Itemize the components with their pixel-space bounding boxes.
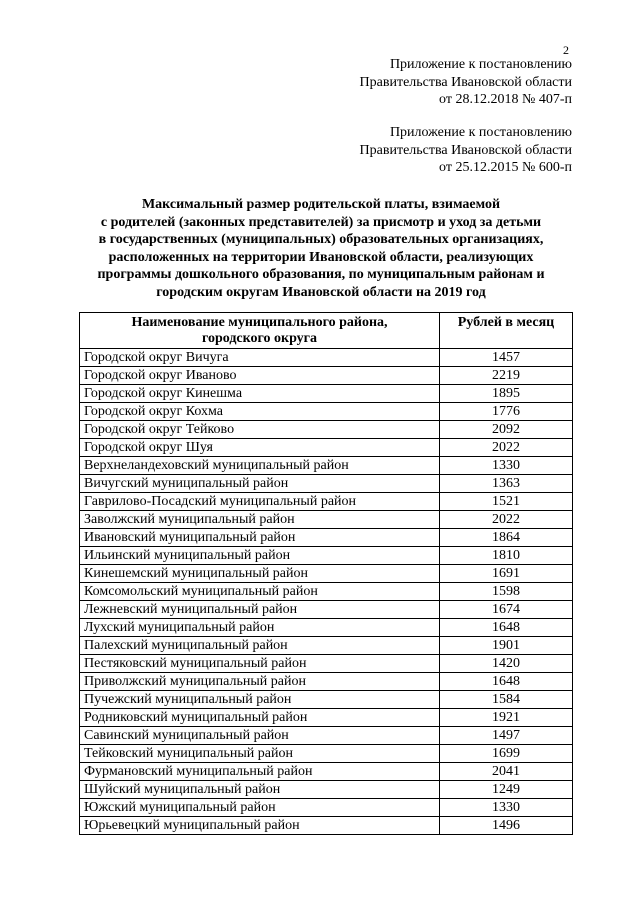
monthly-fee-value: 1864 — [440, 529, 573, 547]
table-row — [80, 637, 573, 655]
table-header-row — [80, 313, 573, 349]
table-row — [80, 601, 573, 619]
monthly-fee-value: 1363 — [440, 475, 573, 493]
table-row — [80, 727, 573, 745]
municipality-name: Верхнеландеховский муниципальный район — [80, 457, 440, 475]
table-row — [80, 493, 573, 511]
monthly-fee-value: 1584 — [440, 691, 573, 709]
table-row — [80, 475, 573, 493]
monthly-fee-value: 1674 — [440, 601, 573, 619]
municipality-name: Савинский муниципальный район — [80, 727, 440, 745]
municipality-name: Лежневский муниципальный район — [80, 601, 440, 619]
page-number: 2 — [563, 43, 569, 57]
table-row — [80, 763, 573, 781]
municipality-name: Ильинский муниципальный район — [80, 547, 440, 565]
municipality-name: Городской округ Кинешма — [80, 385, 440, 403]
municipality-name: Заволжский муниципальный район — [80, 511, 440, 529]
municipality-name: Шуйский муниципальный район — [80, 781, 440, 799]
appendix-current-line1: Приложение к постановлению — [389, 57, 572, 72]
monthly-fee-value: 2022 — [440, 511, 573, 529]
table-row — [80, 421, 573, 439]
municipality-name: Городской округ Тейково — [80, 421, 440, 439]
appendix-original-reference — [250, 124, 572, 177]
table-row — [80, 529, 573, 547]
table-row — [80, 745, 573, 763]
monthly-fee-value: 2219 — [440, 367, 573, 385]
monthly-fee-value: 1330 — [440, 799, 573, 817]
header-municipality — [80, 313, 440, 349]
municipality-name: Гаврилово-Посадский муниципальный район — [80, 493, 440, 511]
table-row — [80, 565, 573, 583]
monthly-fee-value: 1496 — [440, 817, 573, 835]
municipality-name: Палехский муниципальный район — [80, 637, 440, 655]
municipality-name: Кинешемский муниципальный район — [80, 565, 440, 583]
municipality-name: Родниковский муниципальный район — [80, 709, 440, 727]
monthly-fee-value: 1895 — [440, 385, 573, 403]
municipality-name: Приволжский муниципальный район — [80, 673, 440, 691]
appendix-current-line3: от 28.12.2018 № 407-п — [439, 92, 572, 107]
table-row — [80, 439, 573, 457]
monthly-fee-value: 1521 — [440, 493, 573, 511]
municipality-name: Городской округ Кохма — [80, 403, 440, 421]
table-row — [80, 619, 573, 637]
table-row — [80, 799, 573, 817]
monthly-fee-value: 1699 — [440, 745, 573, 763]
municipality-name: Юрьевецкий муниципальный район — [80, 817, 440, 835]
monthly-fee-value: 1457 — [440, 349, 573, 367]
monthly-fee-value: 1598 — [440, 583, 573, 601]
title-line5: программы дошкольного образования, по муниципальным районам и — [97, 267, 545, 282]
table-row — [80, 457, 573, 475]
municipality-name: Комсомольский муниципальный район — [80, 583, 440, 601]
table-row — [80, 691, 573, 709]
table-row — [80, 547, 573, 565]
monthly-fee-value: 1497 — [440, 727, 573, 745]
municipality-name: Городской округ Иваново — [80, 367, 440, 385]
municipality-name: Южский муниципальный район — [80, 799, 440, 817]
title-line4: расположенных на территории Ивановской области, реализующих — [108, 249, 534, 265]
monthly-fee-value: 1330 — [440, 457, 573, 475]
municipality-name: Городской округ Вичуга — [80, 349, 440, 367]
monthly-fee-value: 2041 — [440, 763, 573, 781]
municipality-name: Фурмановский муниципальный район — [80, 763, 440, 781]
header-rubles-per-month: Рублей в месяц — [440, 313, 573, 349]
title-line2: с родителей (законных представителей) за присмотр и уход за детьми — [100, 214, 542, 230]
appendix-current-line2: Правительства Ивановской области — [359, 74, 572, 90]
municipality-name: Пучежский муниципальный район — [80, 691, 440, 709]
table-row — [80, 817, 573, 835]
monthly-fee-value: 1691 — [440, 565, 573, 583]
monthly-fee-value: 1648 — [440, 673, 573, 691]
document-title — [70, 196, 572, 301]
table-row — [80, 781, 573, 799]
monthly-fee-value: 1810 — [440, 547, 573, 565]
table-row — [80, 403, 573, 421]
monthly-fee-value: 1901 — [440, 637, 573, 655]
title-line6: городским округам Ивановской области на 2019 год — [156, 284, 486, 300]
table-row — [80, 655, 573, 673]
monthly-fee-value: 1921 — [440, 709, 573, 727]
appendix-original-line3: от 25.12.2015 № 600-п — [439, 160, 572, 175]
table-row — [80, 349, 573, 367]
table-row — [80, 367, 573, 385]
title-line3: в государственных (муниципальных) образовательных организациях, — [98, 232, 544, 247]
municipality-name: Вичугский муниципальный район — [80, 475, 440, 493]
table-row — [80, 511, 573, 529]
table-row — [80, 673, 573, 691]
municipality-name: Пестяковский муниципальный район — [80, 655, 440, 673]
table-row — [80, 583, 573, 601]
appendix-original-line1: Приложение к постановлению — [389, 125, 572, 140]
monthly-fee-value: 1420 — [440, 655, 573, 673]
monthly-fee-value: 1648 — [440, 619, 573, 637]
fee-table — [79, 312, 573, 835]
title-line1: Максимальный размер родительской платы, взимаемой — [141, 197, 501, 212]
monthly-fee-value: 1776 — [440, 403, 573, 421]
table-row — [80, 709, 573, 727]
municipality-name: Городской округ Шуя — [80, 439, 440, 457]
header-municipality-line2: городского округа — [201, 331, 318, 346]
monthly-fee-value: 1249 — [440, 781, 573, 799]
monthly-fee-value: 2022 — [440, 439, 573, 457]
appendix-current-reference — [250, 56, 572, 109]
municipality-name: Лухский муниципальный район — [80, 619, 440, 637]
appendix-original-line2: Правительства Ивановской области — [359, 142, 572, 158]
monthly-fee-value: 2092 — [440, 421, 573, 439]
municipality-name: Ивановский муниципальный район — [80, 529, 440, 547]
table-row — [80, 385, 573, 403]
table-body — [80, 349, 573, 835]
header-municipality-line1: Наименование муниципального района, — [131, 315, 388, 330]
municipality-name: Тейковский муниципальный район — [80, 745, 440, 763]
